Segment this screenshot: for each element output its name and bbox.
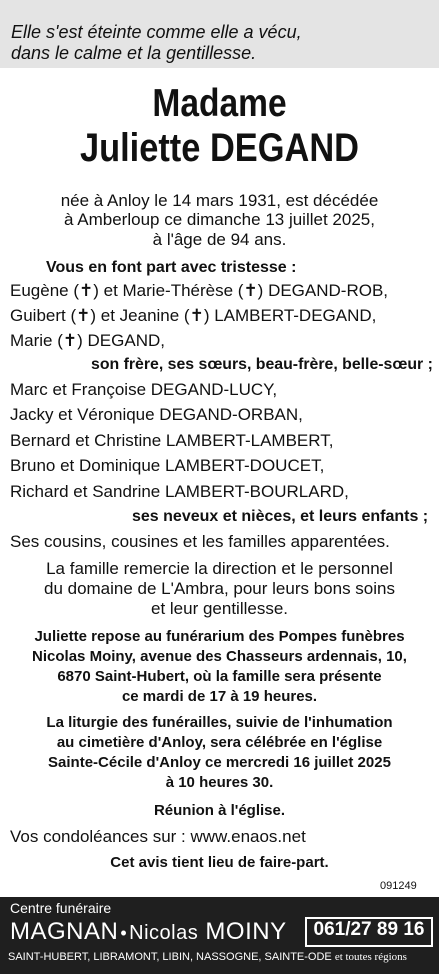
- footer-towns-list: SAINT-HUBERT, LIBRAMONT, LIBIN, NASSOGNE, SAINTE-ODE: [8, 951, 332, 963]
- nephews-role: ses neveux et nièces, et leurs enfants ;: [132, 508, 429, 525]
- sibling-line: Eugène (✝) et Marie-Thérèse (✝) DEGAND-ROB,: [10, 281, 389, 300]
- funeral-home-line-2: Nicolas Moiny, avenue des Chasseurs ardennais, 10,: [32, 648, 407, 665]
- footer-moiny: MOINY: [205, 918, 287, 945]
- announce-heading: Vous en font part avec tristesse :: [46, 259, 297, 276]
- funeral-home-line-4: ce mardi de 17 à 19 heures.: [121, 688, 318, 705]
- footer-magnan: MAGNAN: [10, 918, 119, 945]
- footer-separator: •: [120, 923, 128, 943]
- footer-centre-label: Centre funéraire: [10, 900, 112, 916]
- funeral-home-line-1: Juliette repose au funérarium des Pompes funèbres: [34, 628, 405, 645]
- liturgy-line-2: au cimetière d'Anloy, sera célébrée en l'église: [56, 734, 383, 751]
- liturgy-line-3: Sainte-Cécile d'Anloy ce mercredi 16 juillet 2025: [48, 754, 391, 771]
- birth-line-1: née à Anloy le 14 mars 1931, est décédée: [60, 191, 379, 210]
- birth-line-3: à l'âge de 94 ans.: [152, 230, 287, 249]
- footer-company-name: [10, 918, 287, 946]
- notice-line: Cet avis tient lieu de faire-part.: [110, 854, 329, 871]
- footer-phone: 061/27 89 16: [313, 919, 425, 940]
- sibling-line: Guibert (✝) et Jeanine (✝) LAMBERT-DEGAND,: [10, 306, 377, 325]
- nephew-line: Bernard et Christine LAMBERT-LAMBERT,: [10, 431, 334, 450]
- sibling-line: Marie (✝) DEGAND,: [10, 331, 165, 350]
- deceased-name: Juliette DEGAND: [79, 126, 360, 170]
- thanks-line-2: du domaine de L'Ambra, pour leurs bons soins: [43, 579, 395, 598]
- deceased-title: Madame: [152, 82, 287, 125]
- cousins-line: Ses cousins, cousines et les familles apparentées.: [10, 532, 390, 551]
- thanks-line-3: et leur gentillesse.: [150, 599, 289, 618]
- funeral-home-line-3: 6870 Saint-Hubert, où la famille sera présente: [57, 668, 382, 685]
- nephew-line: Jacky et Véronique DEGAND-ORBAN,: [10, 405, 303, 424]
- birth-line-2: à Amberloup ce dimanche 13 juillet 2025,: [64, 210, 375, 229]
- nephew-line: Richard et Sandrine LAMBERT-BOURLARD,: [10, 482, 349, 501]
- liturgy-line-1: La liturgie des funérailles, suivie de l'inhumation: [46, 714, 393, 731]
- footer-towns: [8, 951, 407, 963]
- epitaph-line-2: dans le calme et la gentillesse.: [11, 43, 257, 63]
- liturgy-line-4: à 10 heures 30.: [165, 774, 274, 791]
- condolences-line: Vos condoléances sur : www.enaos.net: [10, 827, 306, 846]
- epitaph-line-1: Elle s'est éteinte comme elle a vécu,: [11, 22, 302, 42]
- nephew-line: Bruno et Dominique LAMBERT-DOUCET,: [10, 456, 325, 475]
- footer-towns-suffix: et toutes régions: [334, 951, 407, 963]
- epitaph-quote: [11, 22, 431, 64]
- footer-nicolas: Nicolas: [129, 922, 199, 944]
- reunion-line: Réunion à l'église.: [153, 802, 286, 819]
- nephew-line: Marc et Françoise DEGAND-LUCY,: [10, 380, 278, 399]
- thanks-line-1: La famille remercie la direction et le personnel: [46, 559, 393, 578]
- siblings-role: son frère, ses sœurs, beau-frère, belle-sœur ;: [91, 356, 433, 373]
- reference-number: 091249: [380, 880, 417, 892]
